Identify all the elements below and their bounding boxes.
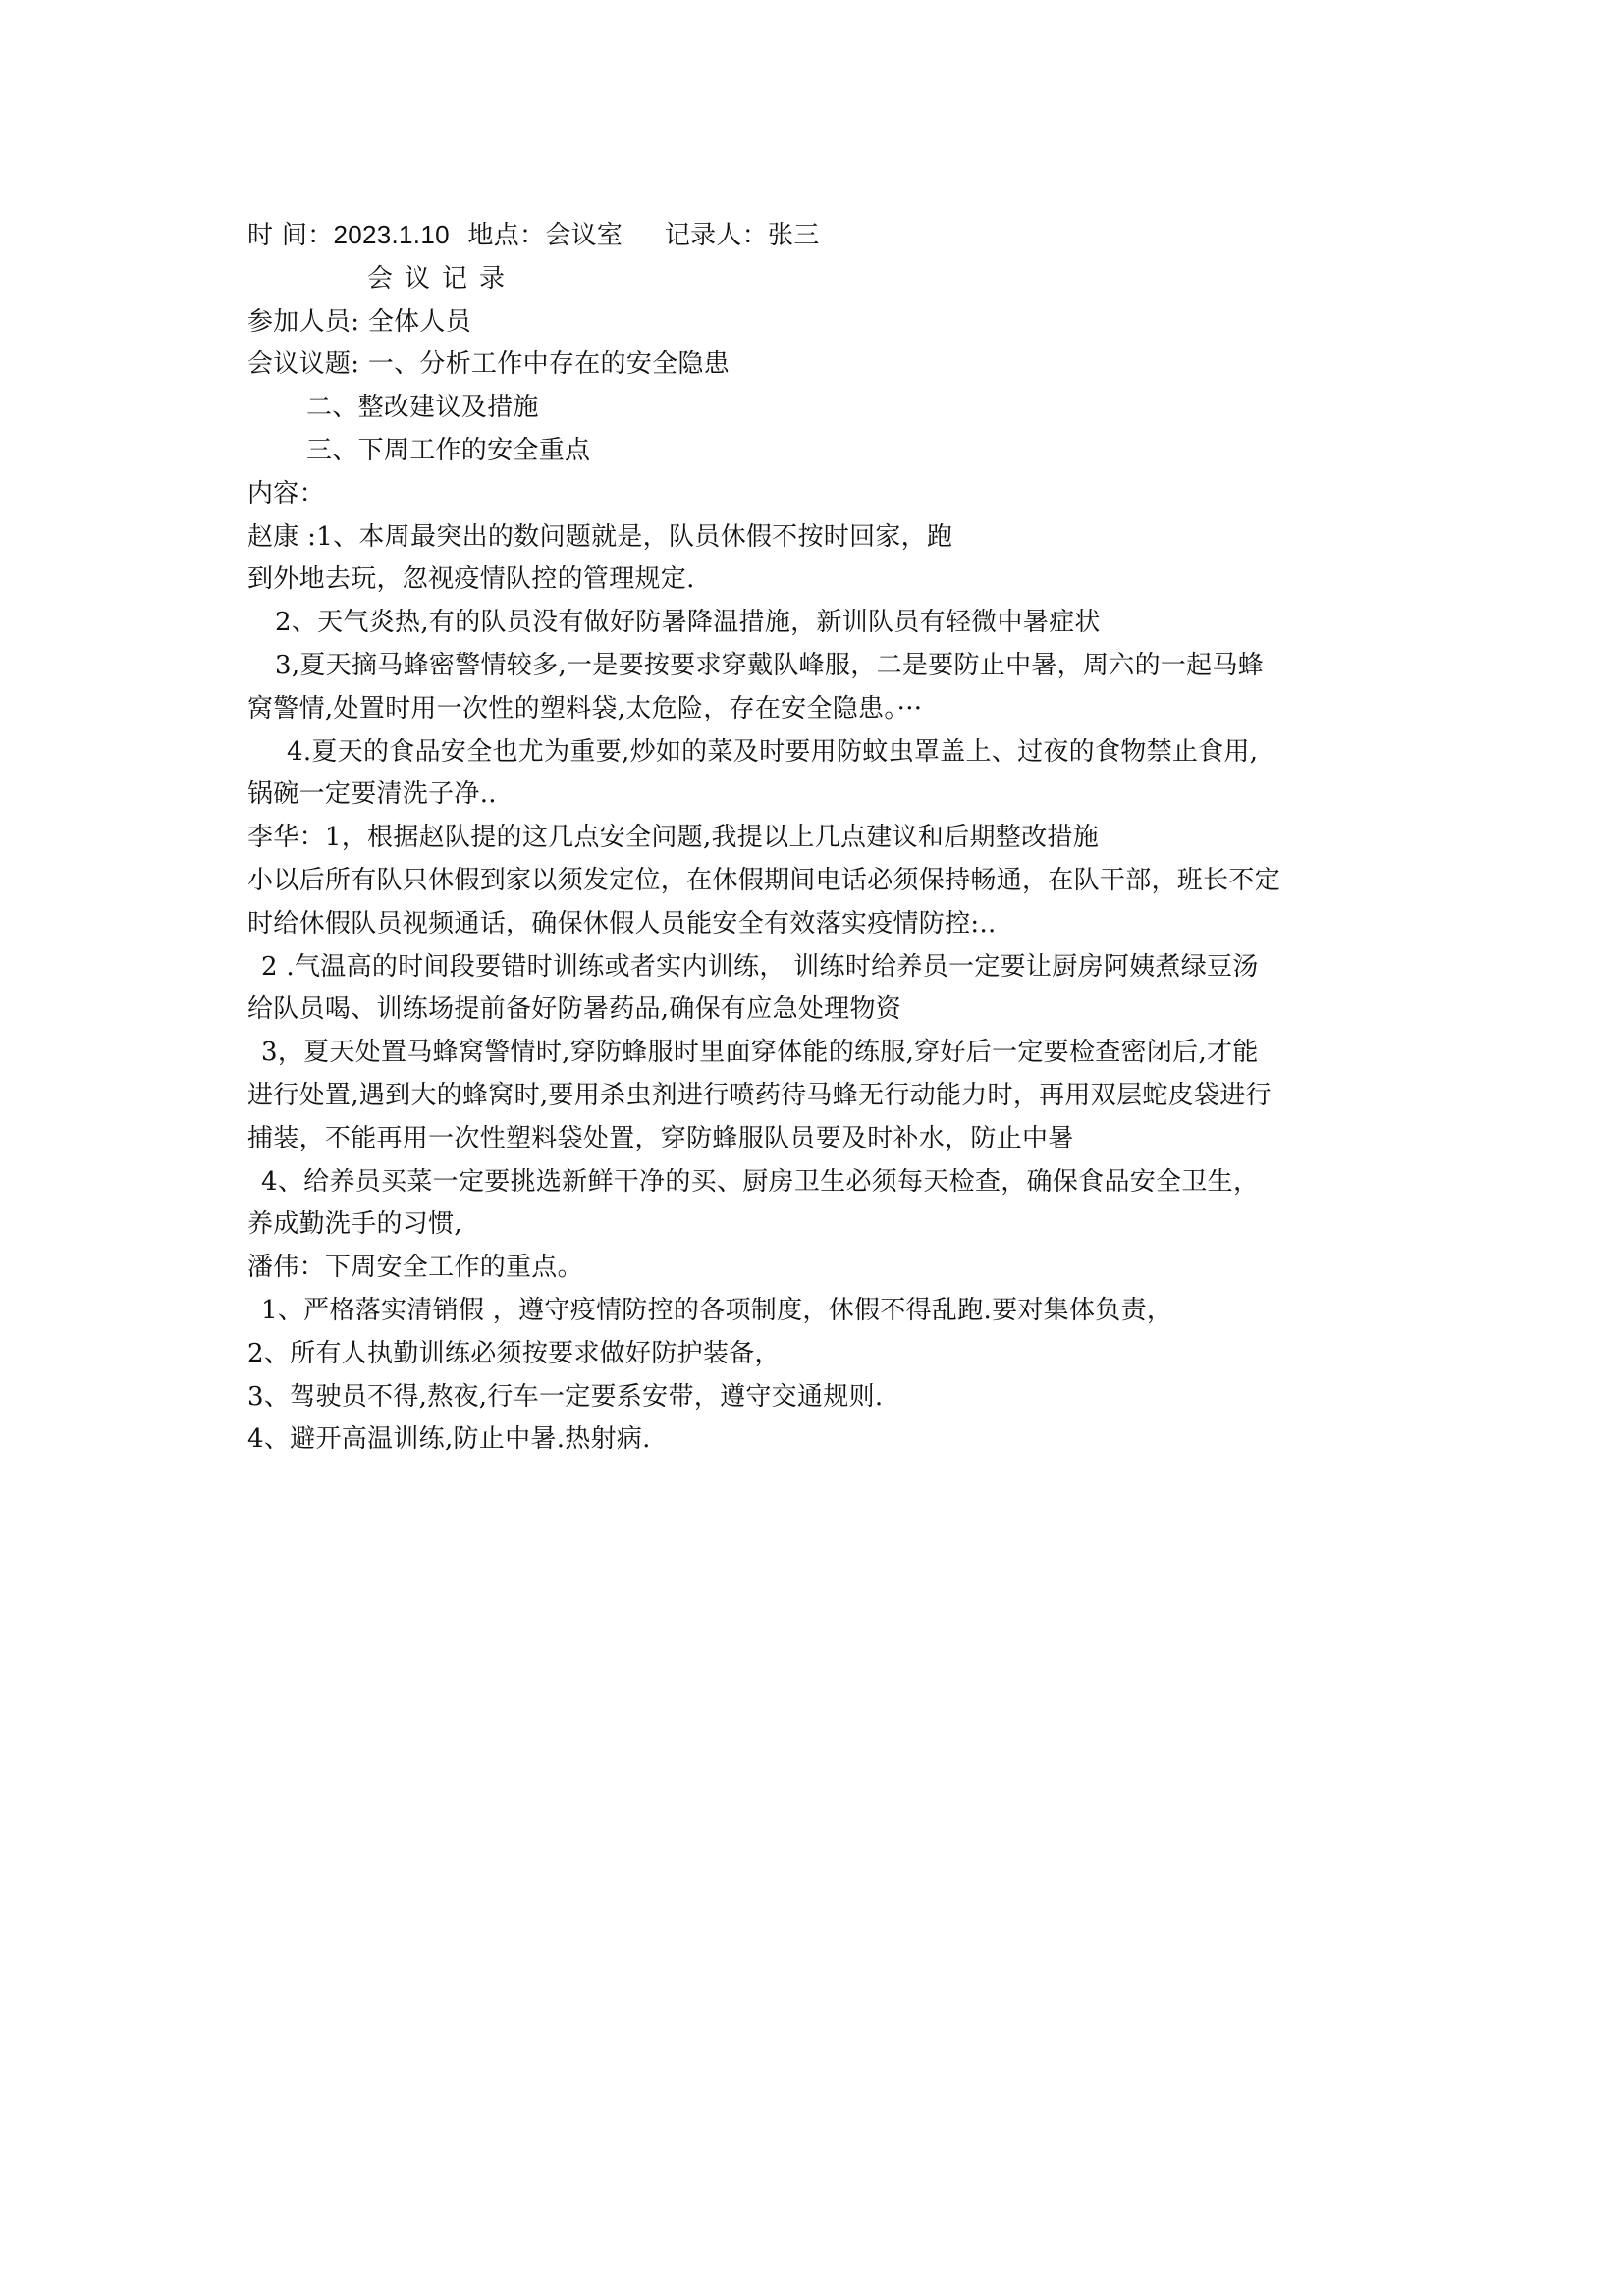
li-point-3b: 进行处置,遇到大的蜂窝时,要用杀虫剂进行喷药待马蜂无行动能力时，再用双层蛇皮袋进行 bbox=[247, 1080, 1272, 1110]
document-title: 会议记录 bbox=[367, 263, 517, 294]
li-point-4a: 4、给养员买菜一定要挑选新鲜干净的买、厨房卫生必须每天检查，确保食品安全卫生， bbox=[261, 1166, 1260, 1197]
zhao-point-4b: 锅碗一定要清洗子净.. bbox=[247, 779, 497, 810]
meeting-minutes-document bbox=[247, 214, 1396, 1462]
pan-point-1: 1、严格落实清销假 ，遵守疫情防控的各项制度，休假不得乱跑.要对集体负责， bbox=[261, 1295, 1173, 1325]
li-point-4b: 养成勤洗手的习惯, bbox=[247, 1209, 462, 1240]
li-point-3c: 捕装，不能再用一次性塑料袋处置，穿防蜂服队员要及时补水，防止中暑 bbox=[247, 1123, 1074, 1153]
content-label: 内容： bbox=[247, 478, 325, 508]
zhao-point-3b: 窝警情,处置时用一次性的塑料袋,太危险，存在安全隐患。··· bbox=[247, 693, 923, 723]
agenda-item-2: 二、整改建议及措施 bbox=[306, 393, 539, 423]
recorder-value: 张三 bbox=[768, 221, 820, 250]
agenda-item-1: 一、分析工作中存在的安全隐患 bbox=[367, 349, 731, 380]
participants: 参加人员: 全体人员 bbox=[247, 306, 472, 337]
pan-point-2: 2、所有人执勤训练必须按要求做好防护装备， bbox=[247, 1338, 781, 1368]
header-line bbox=[247, 214, 1396, 258]
pan-point-4: 4、避开高温训练,防止中暑.热射病. bbox=[247, 1424, 651, 1455]
li-point-2a: 2 .气温高的时间段要错时训练或者实内训练， 训练时给养员一定要让厨房阿姨煮绿豆汤 bbox=[261, 951, 1259, 982]
zhao-point-4a: 4.夏天的食品安全也尤为重要,炒如的菜及时要用防蚊虫罩盖上、过夜的食物禁止食用, bbox=[287, 736, 1259, 767]
pan-point-3: 3、驾驶员不得,熬夜,行车一定要系安带，遵守交通规则. bbox=[247, 1381, 884, 1412]
agenda-label: 会议议题: bbox=[247, 349, 368, 380]
recorder-label: 记录人： bbox=[664, 221, 769, 250]
time-value: 2023.1.10 bbox=[333, 220, 450, 249]
place-label: 地点： bbox=[467, 221, 546, 250]
zhao-point-2: 2、天气炎热,有的队员没有做好防暑降温措施，新训队员有轻微中暑症状 bbox=[275, 608, 1101, 638]
agenda-line-1 bbox=[247, 344, 1396, 387]
zhao-line-1: 赵康 :1、本周最突出的数问题就是，队员休假不按时回家，跑 bbox=[247, 521, 953, 552]
agenda-item-3: 三、下周工作的安全重点 bbox=[306, 435, 591, 465]
zhao-point-3a: 3,夏天摘马蜂密警情较多,一是要按要求穿戴队峰服，二是要防止中暑，周六的一起马蜂 bbox=[275, 650, 1265, 680]
pan-line-1: 潘伟：下周安全工作的重点。 bbox=[247, 1253, 583, 1283]
li-point-2b: 给队员喝、训练场提前备好防暑药品,确保有应急处理物资 bbox=[247, 994, 902, 1025]
time-label: 时 间： bbox=[247, 221, 334, 250]
zhao-line-2: 到外地去玩，忽视疫情队控的管理规定. bbox=[247, 564, 695, 595]
li-line-2: 小以后所有队只休假到家以须发定位，在休假期间电话必须保持畅通，在队干部，班长不定 bbox=[247, 865, 1281, 895]
li-line-3: 时给休假队员视频通话，确保休假人员能安全有效落实疫情防控:.. bbox=[247, 908, 997, 938]
place-value: 会议室 bbox=[545, 221, 623, 250]
li-line-1: 李华：1，根据赵队提的这几点安全问题,我提以上几点建议和后期整改措施 bbox=[247, 823, 1100, 853]
li-point-3a: 3，夏天处置马蜂窝警情时,穿防蜂服时里面穿体能的练服,穿好后一定要检查密闭后,才能 bbox=[261, 1038, 1259, 1068]
